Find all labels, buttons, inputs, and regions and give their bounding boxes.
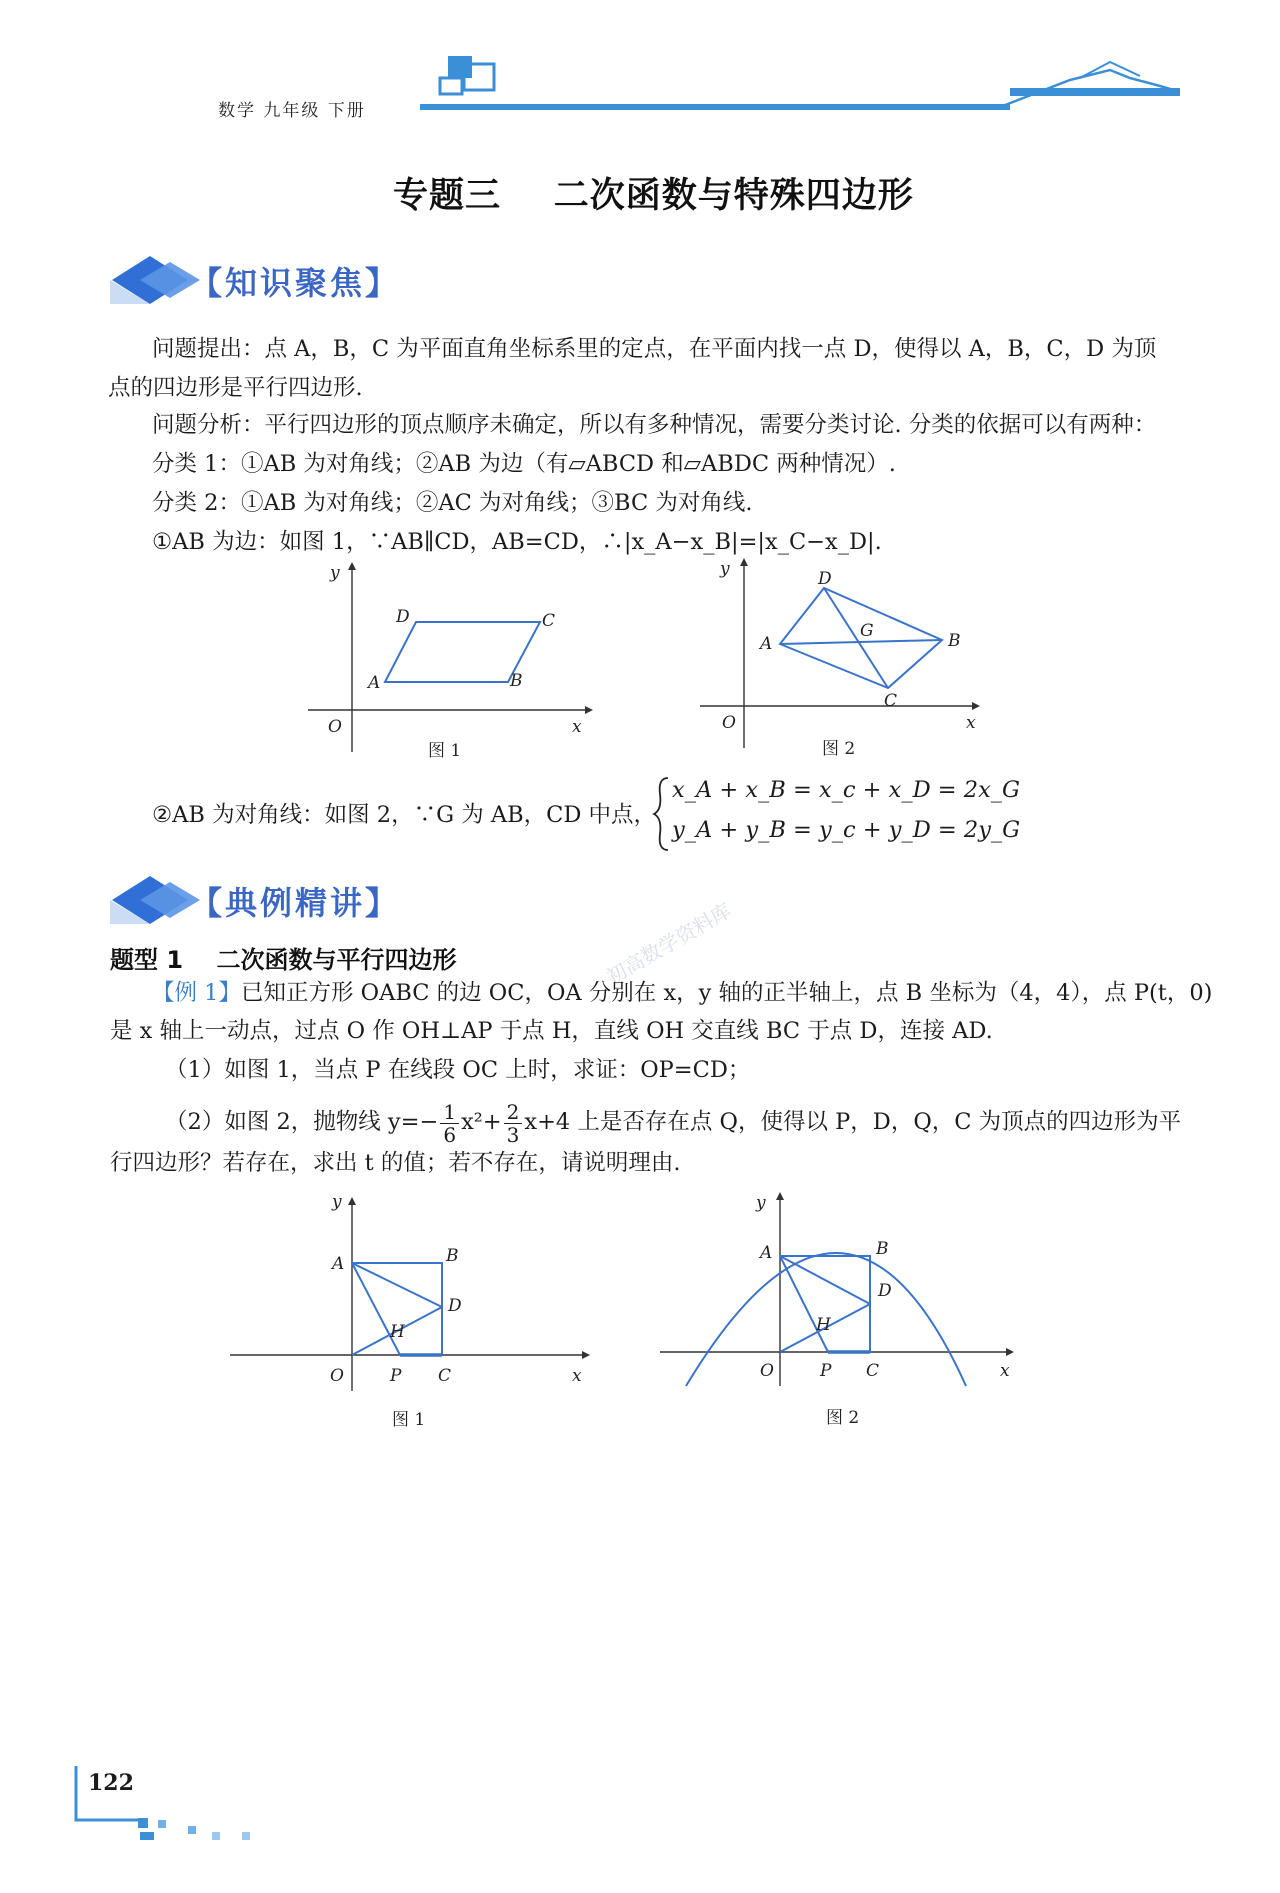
- bfig2-label-h: H: [816, 1315, 831, 1335]
- example-tag: 【例 1】: [152, 980, 241, 1006]
- figure-bottom-2: [656, 1190, 1036, 1390]
- equation-x: x_A + x_B = x_c + x_D = 2x_G: [672, 777, 1021, 803]
- equation-y: y_A + y_B = y_c + y_D = 2y_G: [672, 817, 1021, 843]
- bfig1-label-a: A: [332, 1254, 345, 1274]
- section-knowledge-heading: 【知识聚焦】: [190, 264, 401, 302]
- bfig2-label-c: C: [866, 1361, 880, 1381]
- fig1-label-d: D: [396, 607, 410, 627]
- fig2-label-c: C: [884, 691, 898, 711]
- fig1-label-o: O: [328, 717, 342, 737]
- fig1-label-c: C: [542, 611, 556, 631]
- bfig1-label-d: D: [448, 1296, 462, 1316]
- q2-part-a: （2）如图 2，抛物线 y=−: [165, 1109, 439, 1135]
- figure-top-1-caption: 图 1: [428, 741, 462, 761]
- knowledge-class2: 分类 2：①AB 为对角线；②AC 为对角线；③BC 为对角线.: [152, 490, 753, 516]
- fig2-label-d: D: [818, 569, 832, 589]
- fig1-label-y: y: [330, 563, 340, 583]
- figure-bottom-1: [230, 1195, 590, 1395]
- watermark: 初高数学资料库: [602, 898, 736, 990]
- bfig1-label-h: H: [390, 1322, 405, 1342]
- example-q1: （1）如图 1，当点 P 在线段 OC 上时，求证：OP=CD；: [165, 1057, 751, 1083]
- knowledge-case1: ①AB 为边：如图 1，∵AB∥CD，AB=CD，∴|x_A−x_B|=|x_C−x_D|.: [152, 529, 882, 555]
- bfig2-label-a: A: [760, 1243, 773, 1263]
- fraction-1-den: 6: [443, 1122, 457, 1147]
- fraction-2-3: [504, 1101, 523, 1146]
- header-decoration: [420, 50, 1190, 120]
- fig2-label-a: A: [760, 634, 773, 654]
- bfig1-label-p: P: [390, 1366, 402, 1386]
- fig1-label-x: x: [572, 717, 582, 737]
- page-number: 122: [88, 1770, 134, 1796]
- q2-part-c: x+4 上是否存在点 Q，使得以 P，D，Q，C 为顶点的四边形为平: [524, 1109, 1182, 1135]
- header-book-info: 数学 九年级 下册: [218, 101, 366, 121]
- fraction-1-num: 1: [440, 1101, 459, 1124]
- knowledge-p1-line2: 点的四边形是平行四边形.: [108, 375, 363, 401]
- figure-top-2: [692, 556, 992, 756]
- bfig2-label-b: B: [876, 1239, 889, 1259]
- bfig1-label-c: C: [438, 1366, 452, 1386]
- example-line1: [152, 978, 1212, 1008]
- knowledge-p2: 问题分析：平行四边形的顶点顺序未确定，所以有多种情况，需要分类讨论. 分类的依据可以有两种：: [152, 412, 1157, 438]
- bfig2-label-o: O: [760, 1361, 774, 1381]
- example-line2: 是 x 轴上一动点，过点 O 作 OH⊥AP 于点 H，直线 OH 交直线 BC 于点 D，连接 AD.: [110, 1018, 993, 1044]
- page-title: 专题三 二次函数与特殊四边形: [393, 176, 914, 216]
- fig2-label-y: y: [720, 559, 730, 579]
- knowledge-class1: 分类 1：①AB 为对角线；②AB 为边（有▱ABCD 和▱ABDC 两种情况）.: [152, 451, 896, 477]
- topic-heading: 题型 1 二次函数与平行四边形: [110, 946, 457, 974]
- fig2-label-x: x: [966, 713, 976, 733]
- bfig2-label-p: P: [820, 1361, 832, 1381]
- example-q2-line1: [165, 1092, 1181, 1152]
- bfig1-label-y: y: [332, 1195, 342, 1212]
- figure-bottom-2-caption: 图 2: [826, 1408, 860, 1428]
- fig2-label-o: O: [722, 713, 736, 733]
- fraction-2-num: 2: [504, 1101, 523, 1124]
- section-examples-heading: 【典例精讲】: [190, 884, 401, 922]
- example-q2-line2: 行四边形？若存在，求出 t 的值；若不存在，请说明理由.: [110, 1150, 681, 1176]
- bfig1-label-b: B: [446, 1246, 459, 1266]
- figure-top-1: [300, 560, 600, 760]
- fig2-label-b: B: [948, 631, 961, 651]
- fig1-label-b: B: [510, 671, 523, 691]
- figure-bottom-1-caption: 图 1: [392, 1410, 426, 1430]
- fig2-label-g: G: [860, 621, 874, 641]
- bfig2-label-d: D: [878, 1281, 892, 1301]
- bfig2-label-x: x: [1000, 1361, 1010, 1381]
- figure-top-2-caption: 图 2: [822, 739, 856, 759]
- fraction-2-den: 3: [506, 1122, 520, 1147]
- knowledge-p1-line1: 问题提出：点 A，B，C 为平面直角坐标系里的定点，在平面内找一点 D，使得以 A，B，C，D 为顶: [152, 336, 1157, 362]
- knowledge-case2: ②AB 为对角线：如图 2，∵G 为 AB，CD 中点，: [152, 802, 657, 828]
- q2-part-b: x²+: [461, 1109, 502, 1135]
- example-l1-text: 已知正方形 OABC 的边 OC，OA 分别在 x，y 轴的正半轴上，点 B 坐标为（4，4），点 P(t，0): [240, 980, 1213, 1006]
- bfig1-label-o: O: [330, 1366, 344, 1386]
- bfig2-label-y: y: [756, 1193, 766, 1213]
- brace-icon: [652, 776, 672, 852]
- fraction-1-6: [440, 1101, 459, 1146]
- fig1-label-a: A: [368, 673, 381, 693]
- bfig1-label-x: x: [572, 1366, 582, 1386]
